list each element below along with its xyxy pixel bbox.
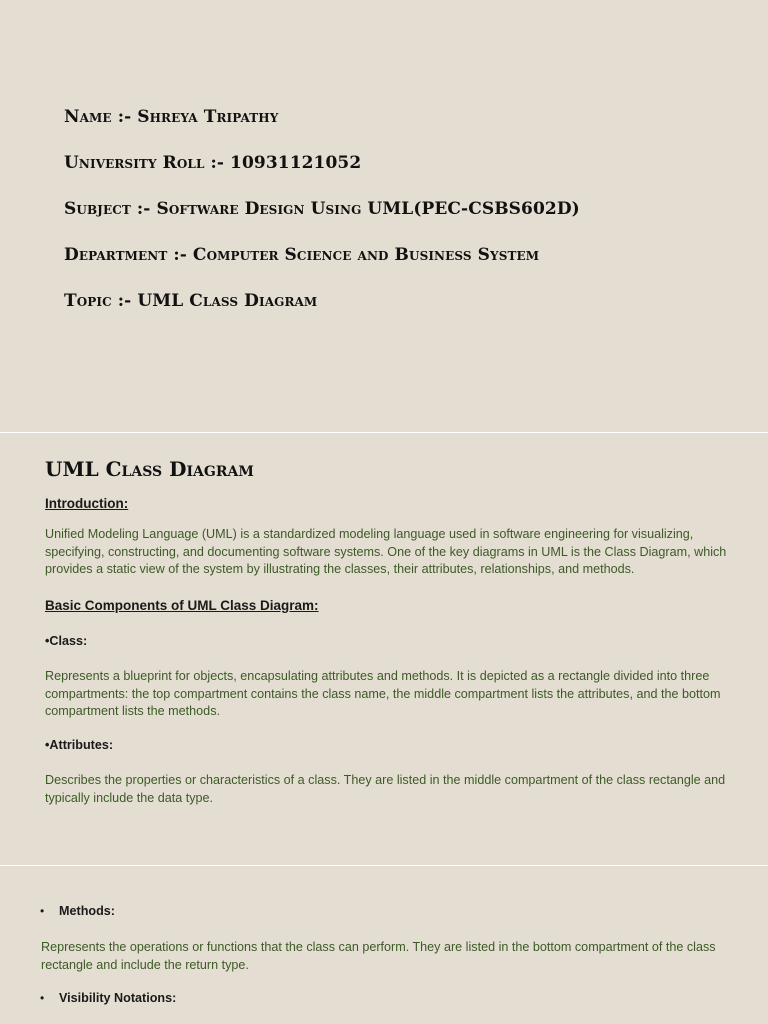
visibility-label: Visibility Notations: <box>59 991 177 1005</box>
introduction-paragraph: Unified Modeling Language (UML) is a standardized modeling language used in software engineering for visualizing, specifying, constructing, and documenting software systems. One of the key diagrams in UML is the Class Diagram, which provides a static view of the system by illustrating the classes, their attributes, relationships, and methods. <box>45 527 727 576</box>
slide-title-info <box>0 0 768 432</box>
visibility-list-item <box>40 991 176 1005</box>
bullet-icon: • <box>40 904 45 918</box>
subject-line: Subject :- Software Design Using UML(PEC-CSBS602D) <box>64 199 580 219</box>
attributes-paragraph: Describes the properties or characteristics of a class. They are listed in the middle compartment of the class rectangle and typically include the data type. <box>45 773 726 805</box>
slide-uml-class-diagram <box>0 433 768 865</box>
methods-label: Methods: <box>59 904 115 918</box>
components-heading: Basic Components of UML Class Diagram: <box>45 598 319 613</box>
name-line: Name :- Shreya Tripathy <box>64 107 279 127</box>
department-line: Department :- Computer Science and Business System <box>64 245 540 265</box>
bullet-icon: • <box>40 991 45 1005</box>
topic-line: Topic :- UML Class Diagram <box>64 291 318 311</box>
methods-paragraph: Represents the operations or functions that the class can perform. They are listed in the bottom compartment of the class rectangle and include the return type. <box>41 940 716 972</box>
university-roll-line: University Roll :- 10931121052 <box>64 153 362 173</box>
class-paragraph: Represents a blueprint for objects, encapsulating attributes and methods. It is depicted as a rectangle divided into three compartments: the top compartment contains the class name, the middle compartment lists the attributes, and the bottom compartment lists the methods. <box>45 669 721 718</box>
introduction-heading: Introduction: <box>45 496 129 511</box>
slide-heading: UML Class Diagram <box>45 457 254 481</box>
attributes-label: •Attributes: <box>45 738 114 752</box>
methods-list-item <box>40 904 115 918</box>
slide-methods <box>0 866 768 1024</box>
class-label: •Class: <box>45 634 88 648</box>
